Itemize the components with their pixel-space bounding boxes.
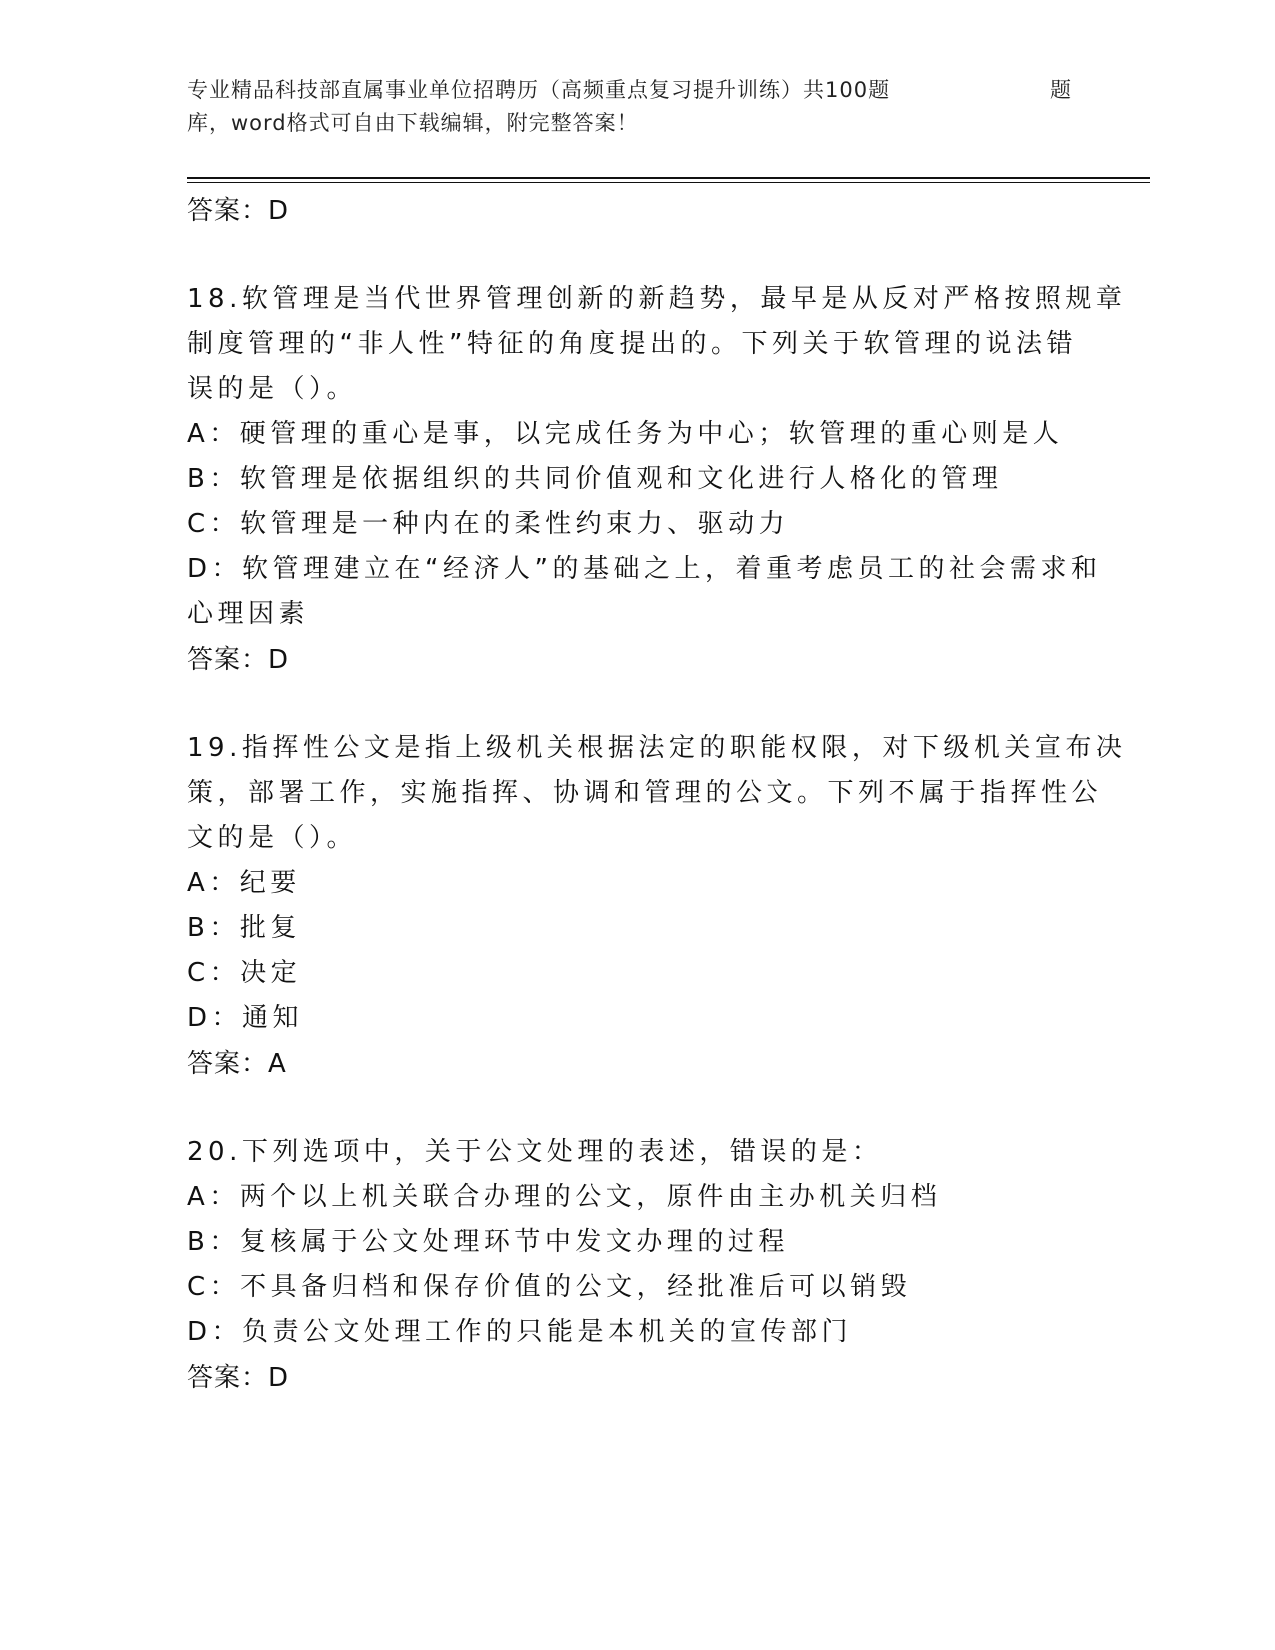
spacer [187, 234, 1087, 277]
question-line: 20.下列选项中，关于公文处理的表述，错误的是： [187, 1137, 883, 1167]
answer-line: 答案：D [187, 645, 290, 675]
option-b: B：软管理是依据组织的共同价值观和文化进行人格化的管理 [187, 464, 1003, 494]
previous-answer: 答案：D [187, 196, 290, 226]
question-text [187, 726, 1127, 861]
page-header [187, 74, 1087, 140]
answer-line: 答案：A [187, 1049, 287, 1079]
question-line: 19.指挥性公文是指上级机关根据法定的职能权限，对下级机关宣布决 [187, 733, 1127, 763]
question-text [187, 277, 1127, 412]
question-line: 误的是（）。 [187, 374, 358, 404]
question-line: 18.软管理是当代世界管理创新的新趋势，最早是从反对严格按照规章 [187, 284, 1127, 314]
option-c: C：软管理是一种内在的柔性约束力、驱动力 [187, 509, 790, 539]
question-line: 文的是（）。 [187, 823, 358, 853]
header-rule-thick [187, 177, 1150, 179]
option-a: A：两个以上机关联合办理的公文，原件由主办机关归档 [187, 1182, 942, 1212]
option-c: C：不具备归档和保存价值的公文，经批准后可以销毁 [187, 1272, 912, 1302]
question-text [187, 1130, 1087, 1175]
header-rule-thin [187, 182, 1150, 183]
option-line: 心理因素 [187, 599, 310, 629]
answer-line: 答案：D [187, 1363, 290, 1393]
document-body [187, 188, 1127, 1401]
question-block [187, 1130, 1087, 1401]
spacer [187, 683, 1087, 726]
question-line: 制度管理的“非人性”特征的角度提出的。下列关于软管理的说法错 [187, 329, 1077, 359]
header-line-1: 专业精品科技部直属事业单位招聘历（高频重点复习提升训练）共100题 [187, 78, 891, 102]
option-line: D：软管理建立在“经济人”的基础之上，着重考虑员工的社会需求和 [187, 554, 1102, 584]
question-block [187, 726, 1127, 1087]
option-d [187, 547, 1102, 637]
header-line-2: 库，word格式可自由下载编辑，附完整答案！ [187, 111, 639, 135]
header-line-1-tail: 题 [1050, 78, 1071, 102]
question-block [187, 277, 1127, 683]
option-a: A：硬管理的重心是事，以完成任务为中心；软管理的重心则是人 [187, 419, 1064, 449]
option-c: C：决定 [187, 958, 302, 988]
option-b: B：复核属于公文处理环节中发文办理的过程 [187, 1227, 789, 1257]
spacer [187, 1087, 1087, 1130]
option-b: B：批复 [187, 913, 301, 943]
option-d: D：通知 [187, 1003, 304, 1033]
option-d: D：负责公文处理工作的只能是本机关的宣传部门 [187, 1317, 853, 1347]
question-line: 策，部署工作，实施指挥、协调和管理的公文。下列不属于指挥性公 [187, 778, 1103, 808]
option-a: A：纪要 [187, 868, 301, 898]
